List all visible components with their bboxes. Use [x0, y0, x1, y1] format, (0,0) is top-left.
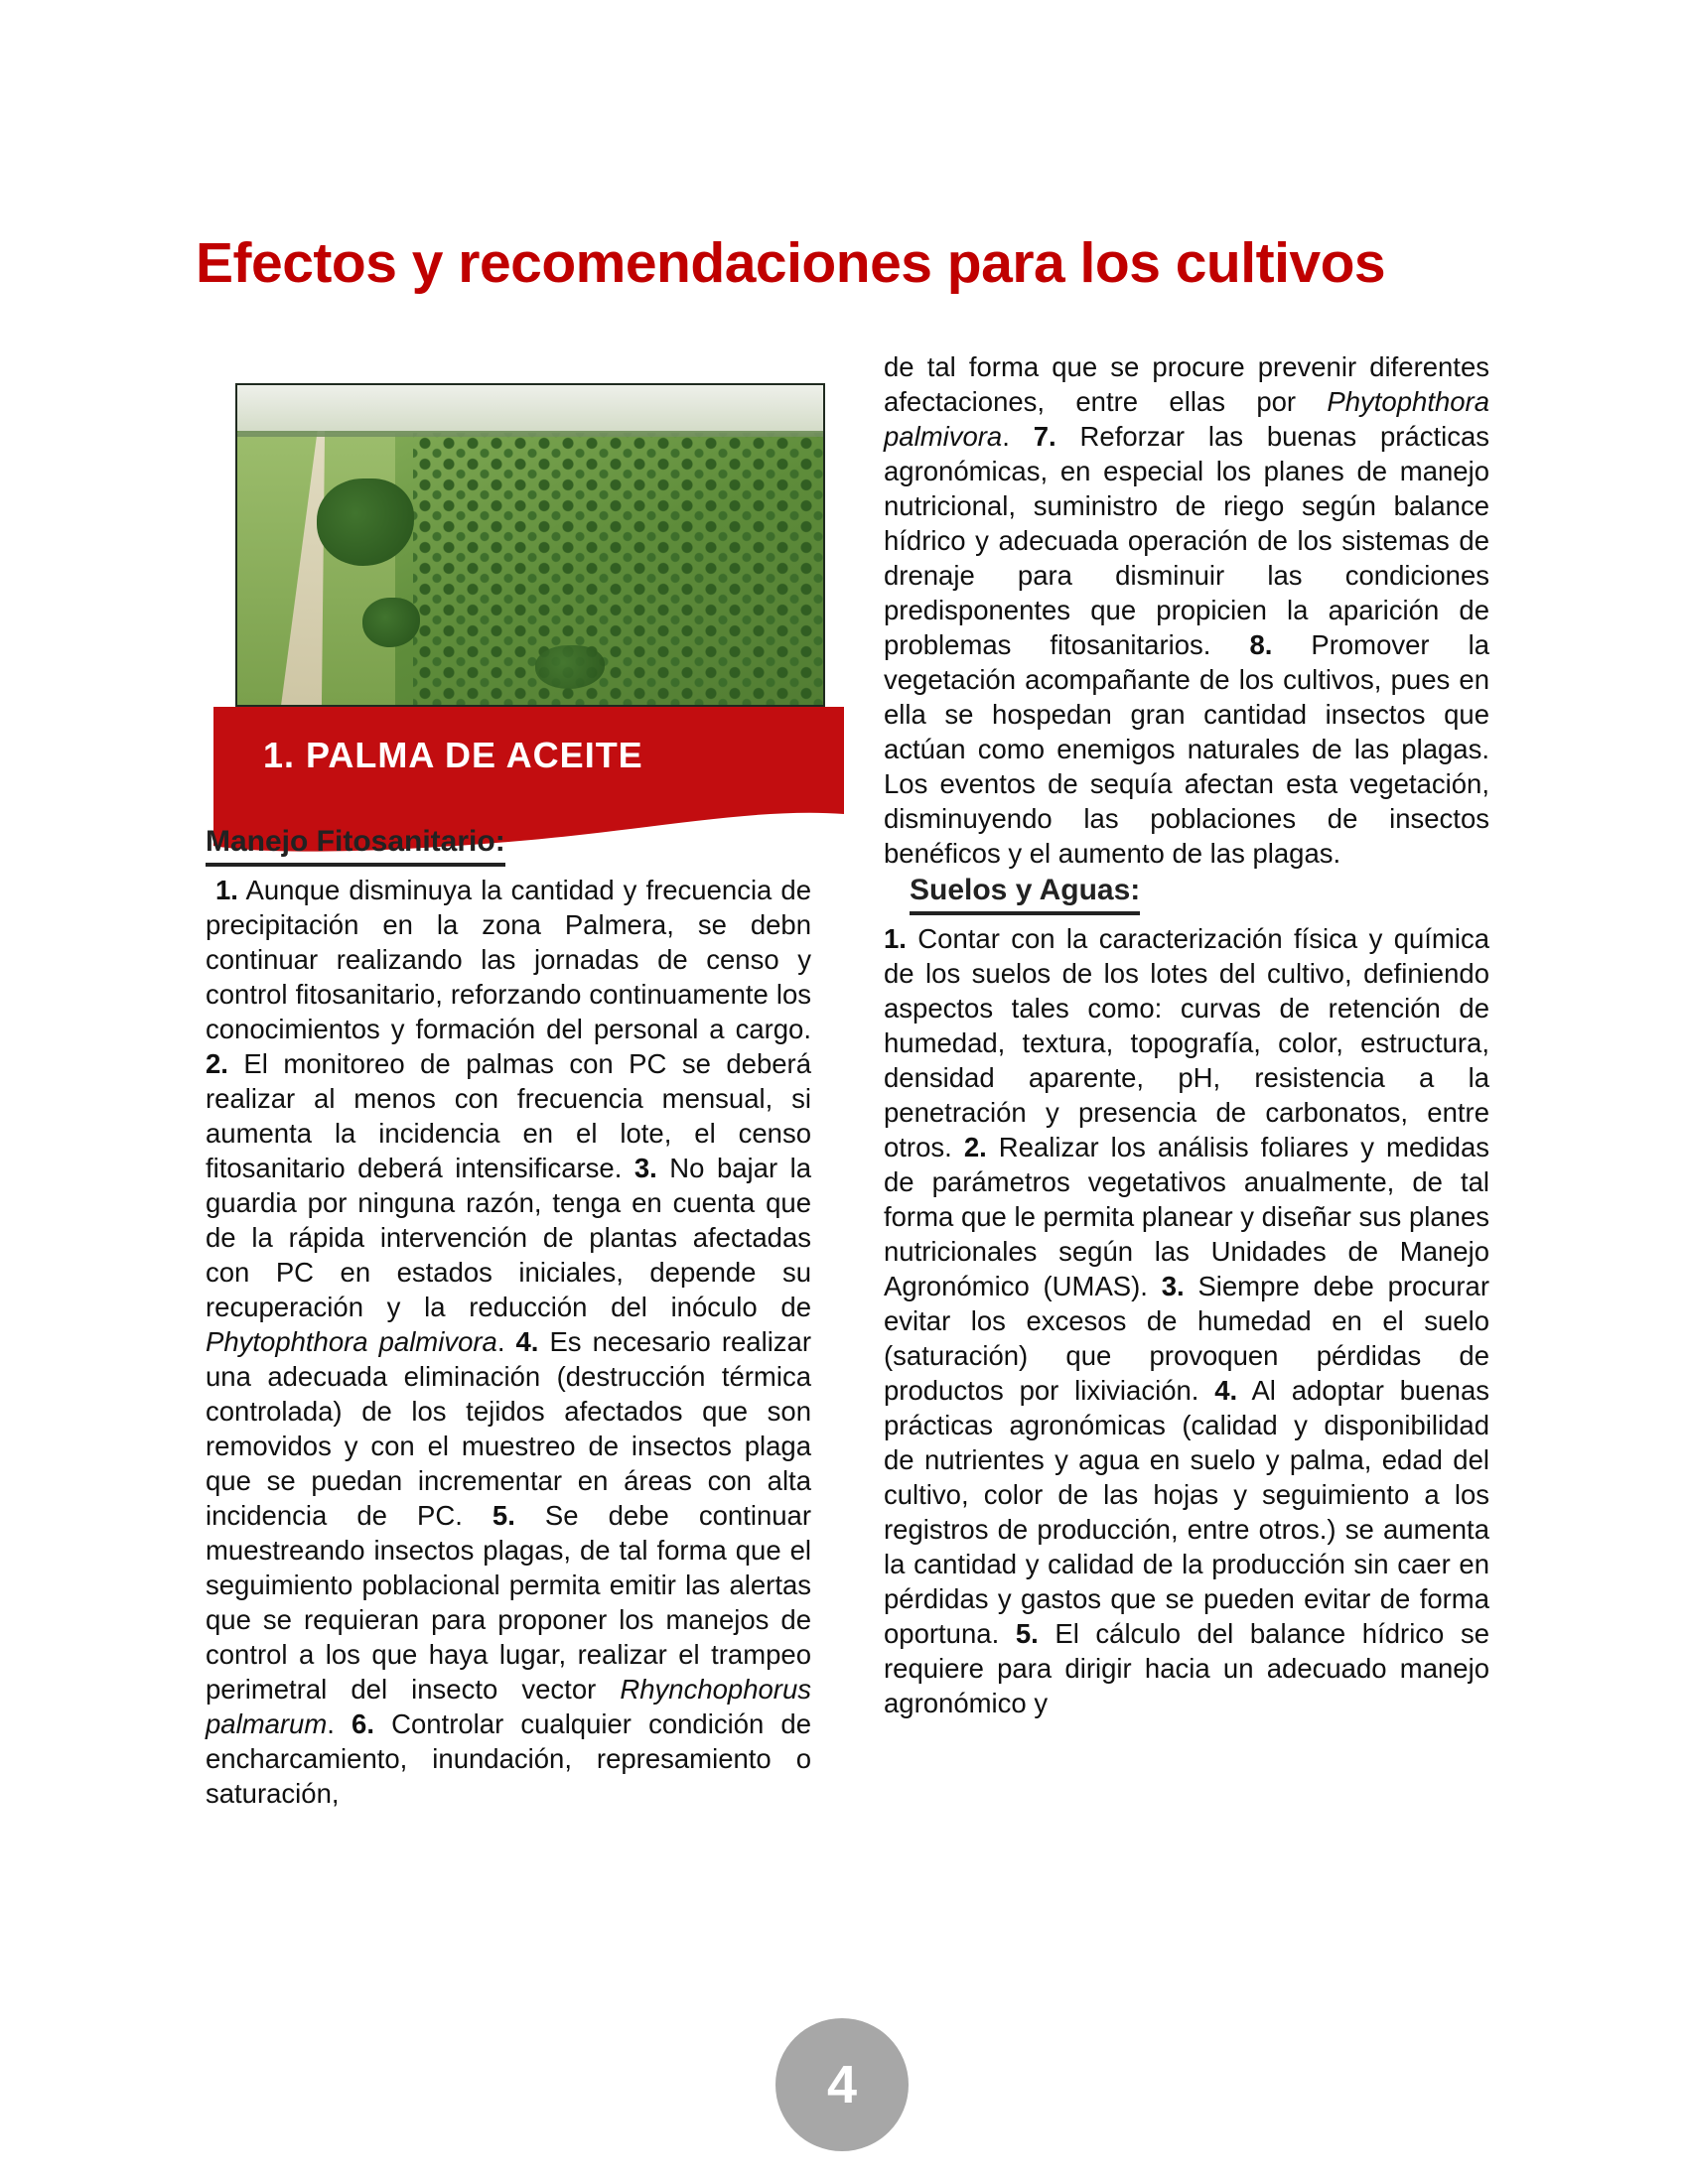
left-column [206, 822, 811, 1811]
right-column [884, 349, 1489, 1720]
plantation-photo [235, 383, 825, 707]
fitosanitario-heading: Manejo Fitosanitario: [206, 822, 811, 867]
fitosanitario-paragraph: 1. Aunque disminuya la cantidad y frecuencia de precipitación en la zona Palmera, se debn continuar realizando las jornadas de censo y control fitosanitario, reforzando continuamente los conocimientos y formación del personal a cargo. 2. El monitoreo de palmas con PC se deberá realizar al menos con frecuencia mensual, si aumenta la incidencia en el lote, el censo fitosanitario deberá intensificarse. 3. No bajar la guardia por ninguna razón, tenga en cuenta que de la rápida intervención de plantas afectadas con PC en estados iniciales, depende su recuperación y la reducción del inóculo de Phytophthora palmivora. 4. Es necesario realizar una adecuada eliminación (destrucción térmica controlada) de los tejidos afectados que son removidos y con el muestreo de insectos plaga que se puedan incrementar en áreas con alta incidencia de PC. 5. Se debe continuar muestreando insectos plagas, de tal forma que el seguimiento poblacional permita emitir las alertas que se requieran para proponer los manejos de control a los que haya lugar, realizar el trampeo perimetral del insecto vector Rhynchophorus palmarum. 6. Controlar cualquier condición de encharcamiento, inundación, represamiento o saturación, [206, 875, 812, 1809]
page-title: Efectos y recomendaciones para los cultivos [196, 231, 1386, 296]
page-number-badge [775, 2018, 909, 2151]
photo-palm-rows [413, 433, 823, 705]
suelos-aguas-heading: Suelos y Aguas: [910, 871, 1489, 915]
continuation-paragraph: de tal forma que se procure prevenir diferentes afectaciones, entre ellas por Phytophthora palmivora. 7. Reforzar las buenas prácticas agronómicas, en especial los planes de manejo nutricional, suministro de riego según balance hídrico y adecuada operación de los sistemas de drenaje para disminuir las condiciones predisponentes que propicien la aparición de problemas fitosanitarios. 8. Promover la vegetación acompañante de los cultivos, pues en ella se hospedan gran cantidad insectos que actúan como enemigos naturales de las plagas. Los eventos de sequía afectan esta vegetación, disminuyendo las poblaciones de insectos benéficos y el aumento de las plagas. [884, 351, 1489, 869]
photo-sky [237, 385, 823, 431]
banner-label: 1. PALMA DE ACEITE [263, 735, 643, 775]
suelos-aguas-paragraph: 1. Contar con la caracterización física y química de los suelos de los lotes del cultivo, definiendo aspectos tales como: curvas de retención de humedad, textura, topografía, color, estructura, densidad aparente, pH, resistencia a la penetración y presencia de carbonatos, entre otros. 2. Realizar los análisis foliares y medidas de parámetros vegetativos anualmente, de tal forma que le permita planear y diseñar sus planes nutricionales según las Unidades de Manejo Agronómico (UMAS). 3. Siempre debe procurar evitar los excesos de humedad en el suelo (saturación) que provoquen pérdidas de productos por lixiviación. 4. Al adoptar buenas prácticas agronómicas (calidad y disponibilidad de nutrientes y agua en suelo y palma, edad del cultivo, color de las hojas y seguimiento a los registros de producción, entre otros.) se aumenta la cantidad y calidad de la producción sin caer en pérdidas y gastos que se pueden evitar de forma oportuna. 5. El cálculo del balance hídrico se requiere para dirigir hacia un adecuado manejo agronómico y [884, 923, 1490, 1718]
page-number: 4 [826, 2055, 858, 2115]
